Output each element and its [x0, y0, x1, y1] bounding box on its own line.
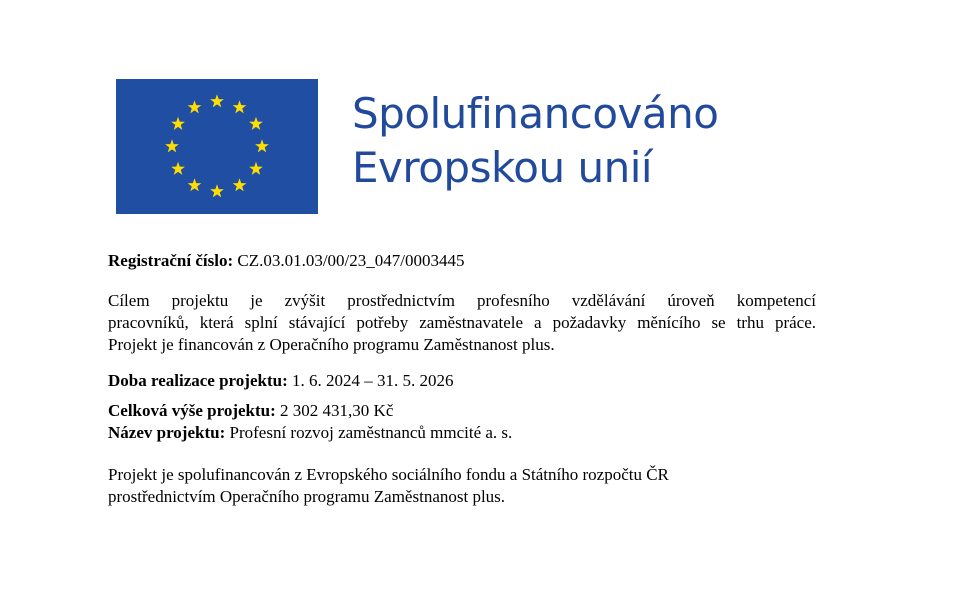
eu-cofunding-text	[352, 87, 718, 195]
registration-number-value: CZ.03.01.03/00/23_047/0003445	[233, 251, 465, 270]
project-name-value: Profesní rozvoj zaměstnanců mmcité a. s.	[225, 423, 513, 442]
funding-statement	[108, 464, 816, 508]
funding-statement-line: prostřednictvím Operačního programu Zaměstnanost plus.	[108, 487, 506, 506]
registration-number	[108, 250, 816, 272]
registration-number-label: Registrační číslo:	[108, 251, 234, 270]
project-description-line: pracovníků, která splní stávající potřeby zaměstnavatele a požadavky měnícího se trhu práce.	[108, 313, 816, 332]
project-description	[108, 290, 816, 356]
project-description-line: Cílem projektu je zvýšit prostřednictvím profesního vzdělávání úroveň kompetencí	[108, 291, 816, 310]
project-description-line: Projekt je financován z Operačního programu Zaměstnanost plus.	[108, 335, 555, 354]
funding-statement-line: Projekt je spolufinancován z Evropského sociálního fondu a Státního rozpočtu ČR	[108, 465, 669, 484]
eu-cofunding-logo	[116, 79, 756, 215]
project-total-amount-value: 2 302 431,30 Kč	[275, 401, 394, 420]
project-name	[108, 422, 816, 444]
project-duration	[108, 370, 816, 392]
project-total-amount-label: Celková výše projektu:	[108, 401, 276, 420]
project-duration-value: 1. 6. 2024 – 31. 5. 2026	[287, 371, 454, 390]
document-body	[108, 250, 816, 508]
project-name-label: Název projektu:	[108, 423, 226, 442]
eu-flag-icon	[116, 79, 318, 214]
project-total-amount	[108, 400, 816, 422]
eu-cofunding-line-1: Spolufinancováno	[352, 89, 719, 138]
project-duration-label: Doba realizace projektu:	[108, 371, 288, 390]
eu-cofunding-line-2: Evropskou unií	[352, 143, 653, 192]
